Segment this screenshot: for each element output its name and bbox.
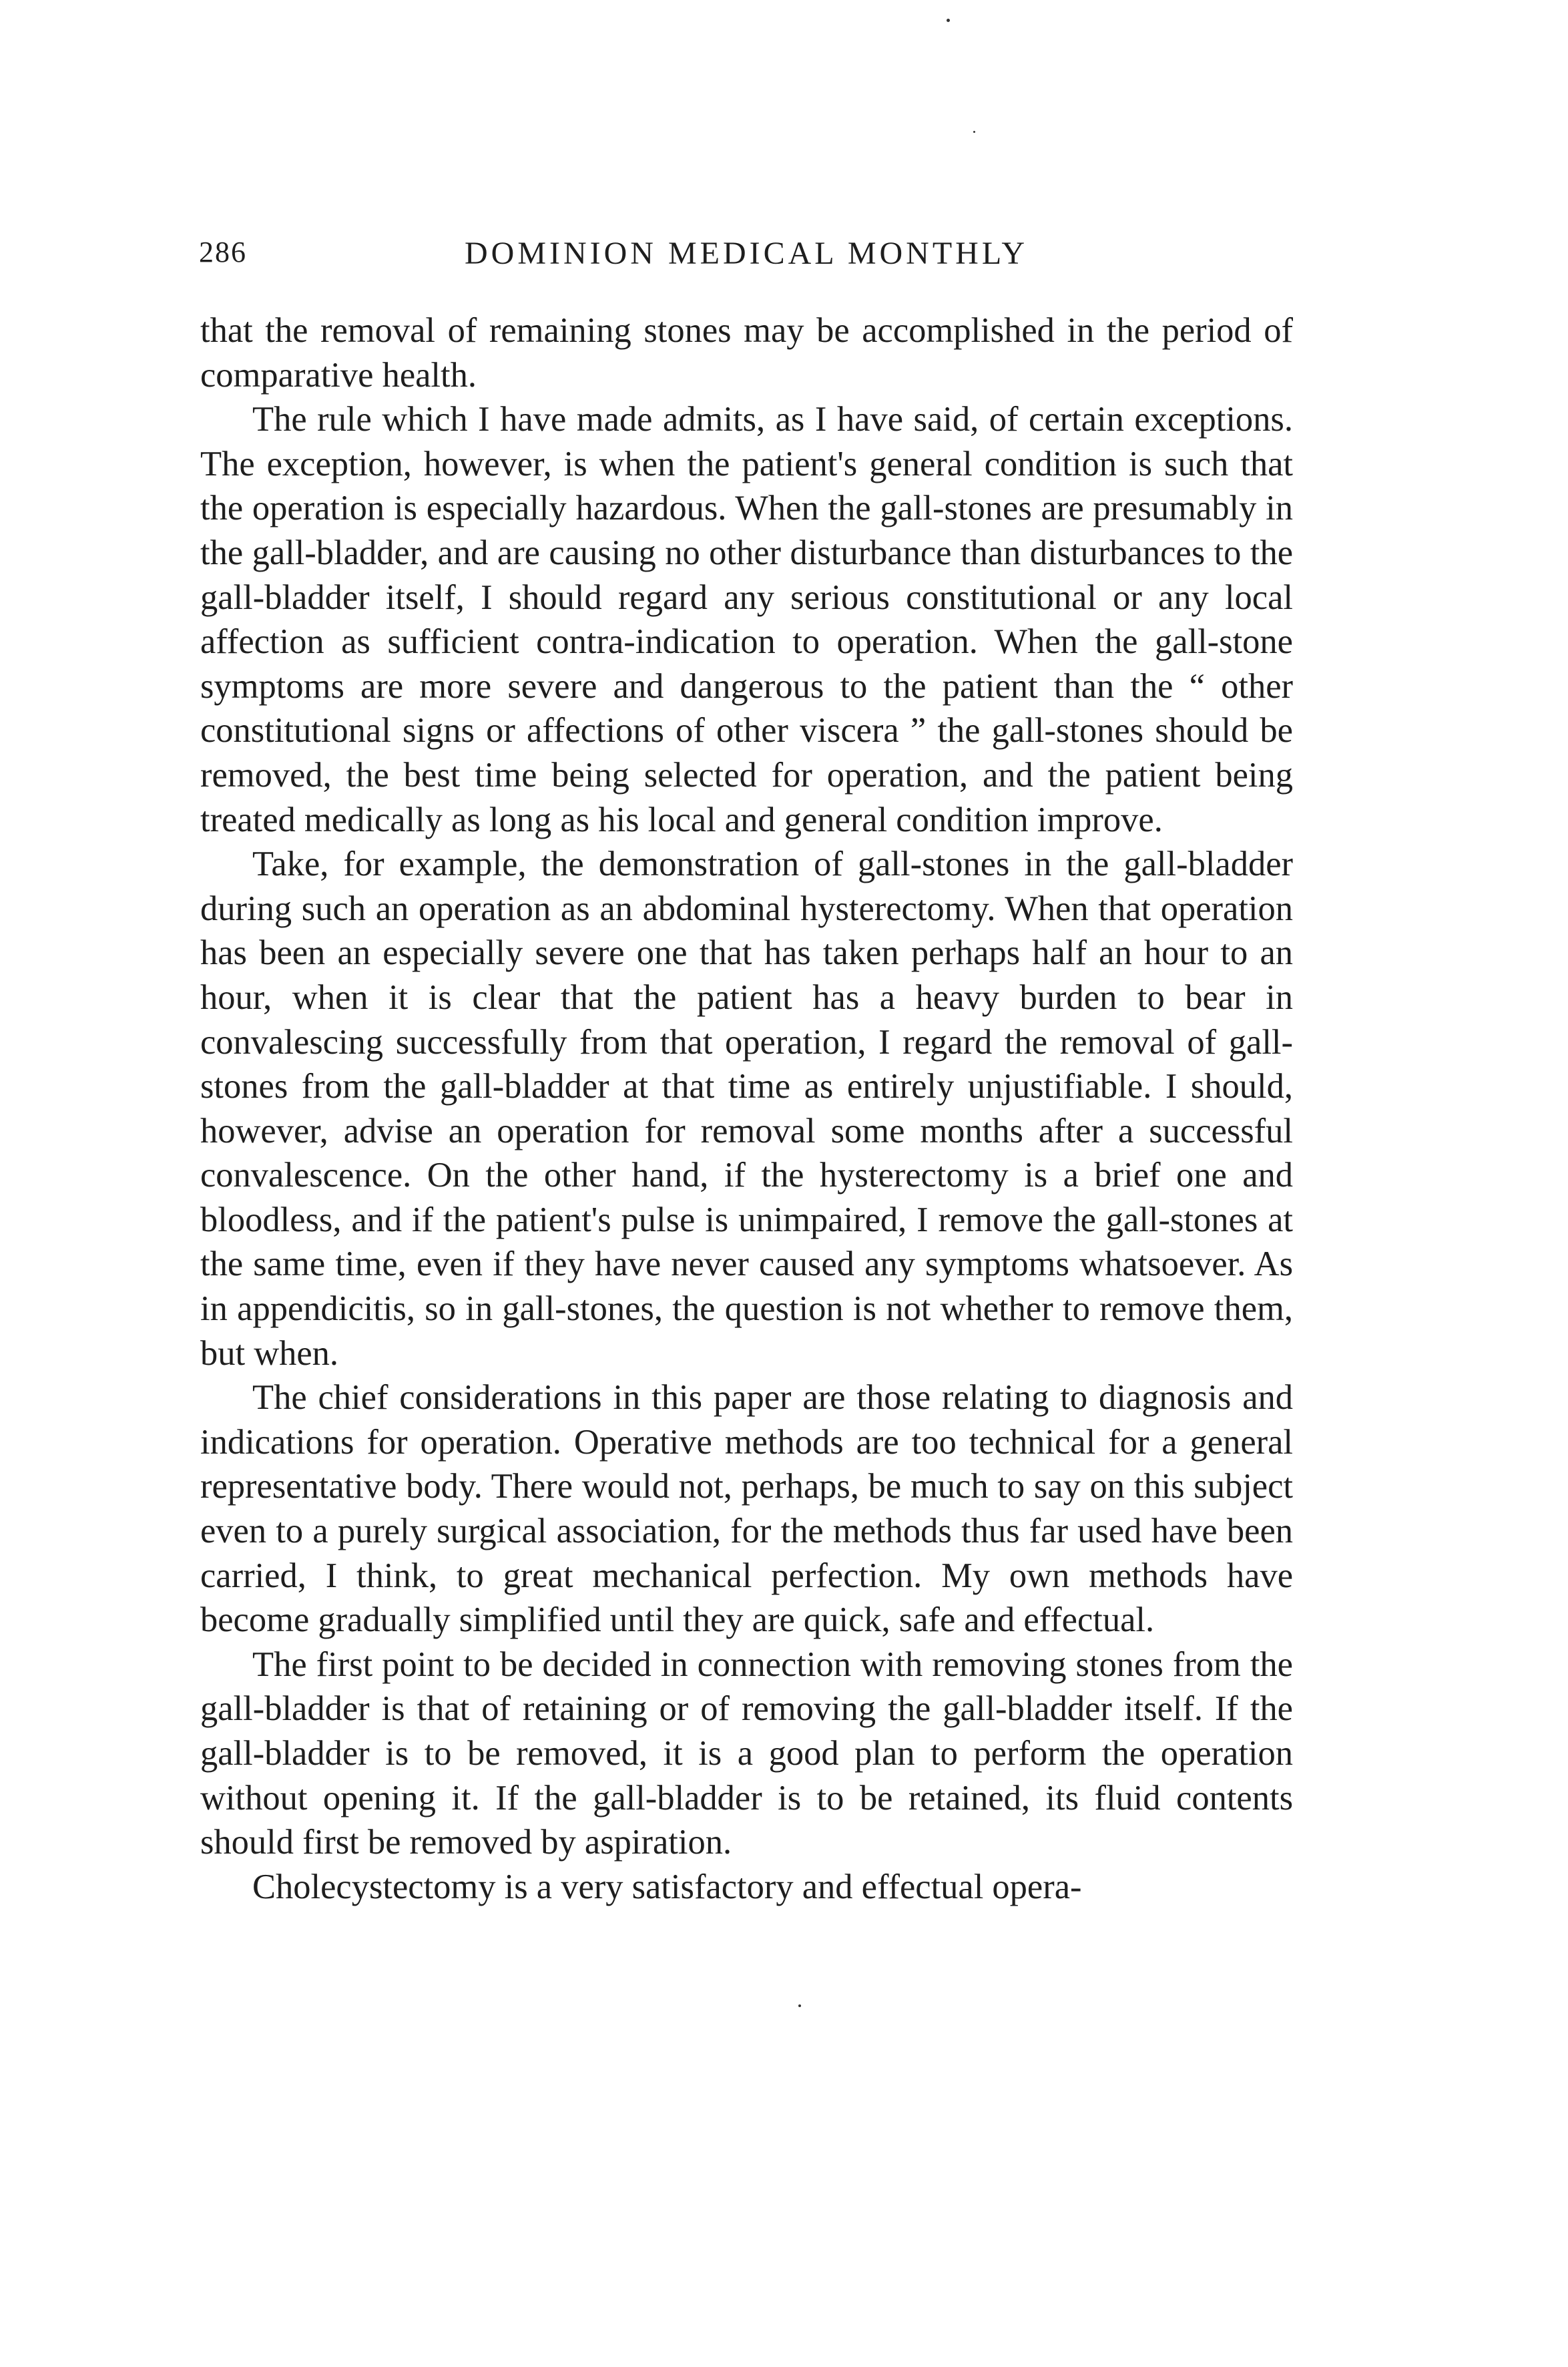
- page-header: [199, 235, 1294, 288]
- paragraph: The first point to be decided in connection with removing stones from the gall-bladder is that of retaining or of removing the gall-bladder itself. If the gall-bladder is to be removed, it is a good plan to perform the operation without opening it. If the gall-bladder is to be retained, its fluid contents should first be removed by aspiration.: [200, 1645, 1293, 1862]
- scan-speck: [798, 2004, 801, 2007]
- paragraph: Cholecystectomy is a very satisfactory and effectual opera-: [252, 1867, 1082, 1906]
- running-head: DOMINION MEDICAL MONTHLY: [464, 236, 1028, 271]
- paragraph: The rule which I have made admits, as I have said, of certain exceptions. The exception, however, is when the patient's general condition is such that the operation is especially hazardous. When the gall-stones are presumably in the gall-bladder, and are causing no other disturbance than disturbances to the gall-bladder itself, I should regard any serious constitutional or any local affection as sufficient contra-indication to operation. When the gall-stone symptoms are more severe and dangerous to the patient than the “ other constitutional signs or affections of other viscera ” the gall-stones should be removed, the best time being selected for operation, and the patient being treated medically as long as his local and general condition improve.: [200, 400, 1293, 839]
- scan-speck: [973, 131, 975, 133]
- page-number: 286: [199, 236, 247, 268]
- paragraph: The chief considerations in this paper are those relating to diagnosis and indications for operation. Operative methods are too technical for a general representative body. There would not, perhaps, be much to say on this subject even to a purely surgical association, for the methods thus far used have been carried, I think, to great mechanical perfection. My own methods have become gradually simplified until they are quick, safe and effectual.: [200, 1378, 1293, 1640]
- scan-speck: [947, 19, 950, 22]
- paragraph: Take, for example, the demonstration of gall-stones in the gall-bladder during such an operation as an abdominal hysterectomy. When that operation has been an especially severe one that has taken perhaps half an hour to an hour, when it is clear that the patient has a heavy burden to bear in convalescing successfully from that operation, I regard the removal of gall-stones from the gall-bladder at that time as entirely unjustifiable. I should, however, advise an operation for removal some months after a successful convalescence. On the other hand, if the hysterectomy is a brief one and bloodless, and if the patient's pulse is unimpaired, I remove the gall-stones at the same time, even if they have never caused any symptoms whatsoever. As in appendicitis, so in gall-stones, the question is not whether to remove them, but when.: [200, 845, 1293, 1373]
- paragraph: that the removal of remaining stones may be accomplished in the period of comparative health.: [200, 311, 1293, 395]
- body-text: [200, 308, 1293, 1909]
